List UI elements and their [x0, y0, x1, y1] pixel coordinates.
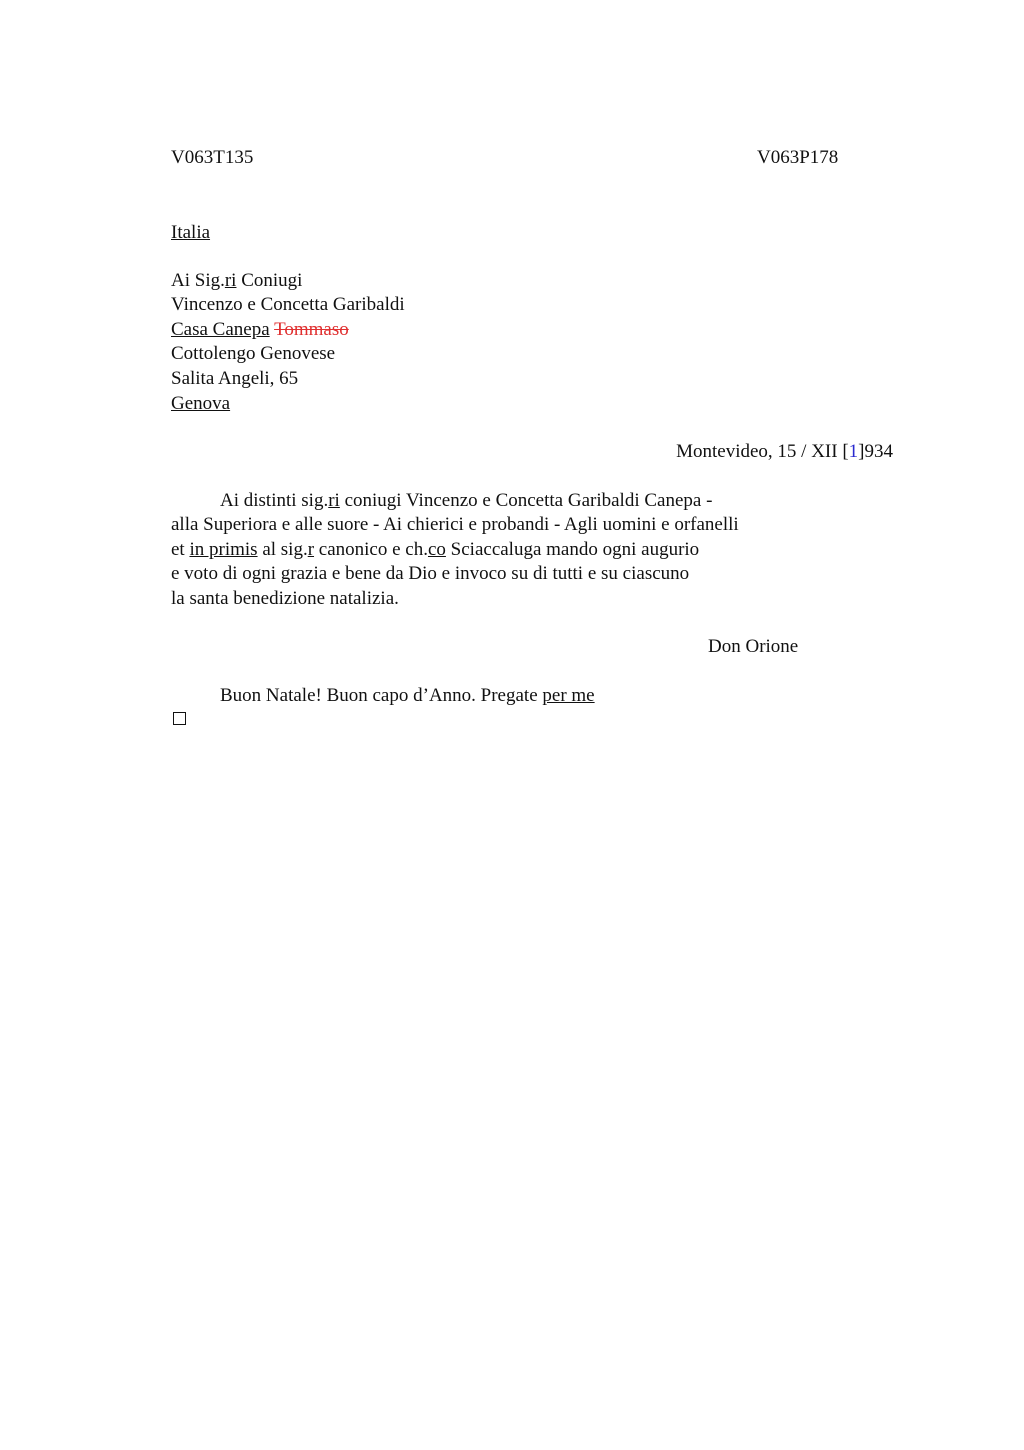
body-line-3-g: Sciaccaluga mando ogni augurio	[445, 539, 700, 560]
archive-code-right: V063P178	[757, 147, 839, 168]
dateline-suffix: ]934	[858, 441, 893, 462]
body-line-3-in-primis: in primis	[189, 539, 258, 560]
body-line-3-c: al sig.	[257, 539, 308, 560]
address-line-1-prefix: Ai Sig.	[171, 270, 225, 291]
body-line-5: la santa benedizione natalizia.	[171, 588, 399, 609]
address-line-1-suffix: Coniugi	[236, 270, 303, 291]
signature: Don Orione	[708, 636, 799, 657]
dateline-editorial-digit: 1	[848, 441, 859, 462]
body-line-2: alla Superiora e alle suore - Ai chierici e probandi - Agli uomini e orfanelli	[171, 514, 739, 535]
address-struck-word: Tommaso	[274, 319, 349, 340]
address-city: Genova	[171, 393, 231, 414]
body-line-1-a: Ai distinti sig.	[220, 490, 329, 511]
archive-code-left: V063T135	[171, 147, 254, 168]
body-line-4: e voto di ogni grazia e bene da Dio e invoco su di tutti e su ciascuno	[171, 563, 690, 584]
body-line-1	[220, 489, 712, 513]
dateline-prefix: Montevideo, 15 / XII [	[676, 441, 849, 462]
dateline	[676, 440, 893, 464]
address-line-1	[171, 269, 302, 293]
postscript	[220, 684, 595, 708]
address-house-name: Casa Canepa	[171, 319, 270, 340]
address-line-3	[171, 318, 349, 342]
body-line-1-c: coniugi Vincenzo e Concetta Garibaldi Canepa -	[339, 490, 713, 511]
body-line-3-a: et	[171, 539, 190, 560]
checkbox-icon	[173, 712, 186, 725]
body-line-3	[171, 538, 699, 562]
address-line-1-abbrev: ri	[224, 270, 237, 291]
address-line-4: Cottolengo Genovese	[171, 343, 336, 364]
body-line-3-abbrev-co: co	[427, 539, 446, 560]
body-line-3-abbrev-r: r	[307, 539, 315, 560]
address-country: Italia	[171, 222, 211, 243]
address-line-5: Salita Angeli, 65	[171, 368, 299, 389]
postscript-text: Buon Natale! Buon capo d’Anno. Pregate	[220, 685, 543, 706]
body-line-1-abbrev: ri	[328, 490, 340, 511]
address-line-2: Vincenzo e Concetta Garibaldi	[171, 294, 405, 315]
body-line-3-e: canonico e ch.	[314, 539, 428, 560]
postscript-underlined: per me	[542, 685, 595, 706]
